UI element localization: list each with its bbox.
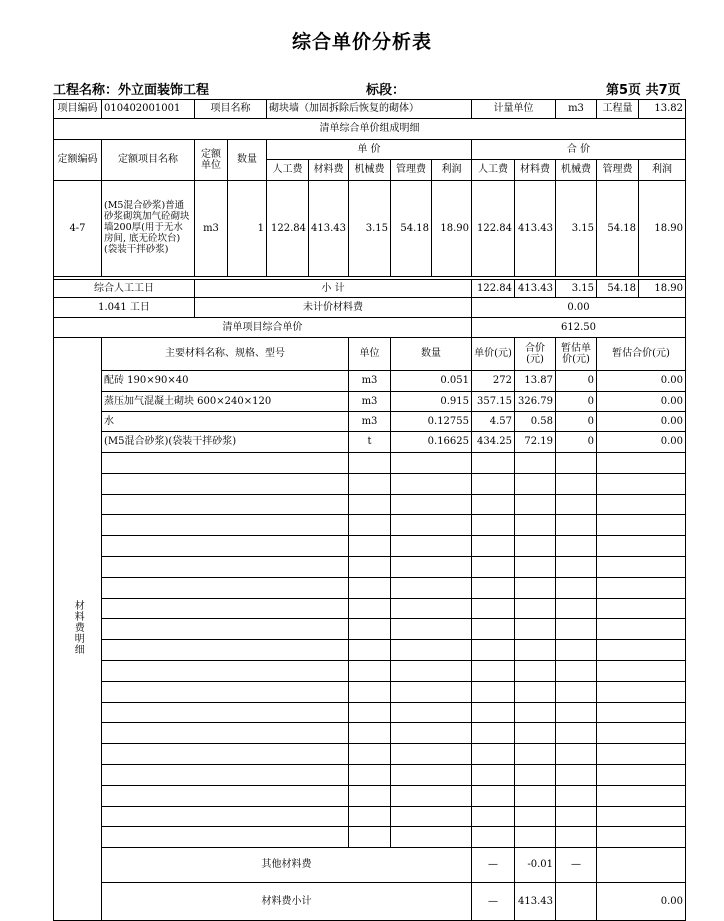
materials-side-label-text: 材料费明细 <box>72 599 84 655</box>
blank-row <box>54 702 686 723</box>
material-qty: 0.12755 <box>391 412 472 432</box>
blank-row <box>54 598 686 619</box>
total-mgmt: 54.18 <box>597 181 639 277</box>
col-quantity: 数量 <box>228 140 267 181</box>
col-quota-code: 定额编码 <box>54 140 102 181</box>
col-mgmt-total: 管理费 <box>597 160 639 181</box>
blank-row <box>54 723 686 744</box>
subtotal-material: 413.43 <box>515 280 556 298</box>
unit-material: 413.43 <box>309 181 349 277</box>
material-price: 357.15 <box>472 392 515 412</box>
material-price: 4.57 <box>472 412 515 432</box>
material-price: 272 <box>472 371 515 392</box>
subtotal-profit: 18.90 <box>639 280 686 298</box>
workday-row <box>54 298 686 318</box>
column-header-row-1 <box>54 140 686 160</box>
col-labor: 人工费 <box>267 160 309 181</box>
workday-value: 1.041 工日 <box>54 298 195 318</box>
col-material-total: 材料费 <box>515 160 556 181</box>
material-est-total: 0.00 <box>597 412 686 432</box>
mat-col-name: 主要材料名称、规格、型号 <box>102 338 349 371</box>
material-qty: 0.915 <box>391 392 472 412</box>
col-unit-price-group: 单 价 <box>267 140 472 160</box>
material-total: 72.19 <box>515 432 556 453</box>
item-header-row <box>54 100 686 119</box>
col-quota-unit: 定额单位 <box>195 140 228 181</box>
mat-col-est-price: 暂估单价(元) <box>556 338 597 371</box>
item-qty-label: 工程量 <box>597 100 639 119</box>
item-name: 砌块墙（加固拆除后恢复的砌体） <box>267 100 472 119</box>
section-label: 标段： <box>366 83 406 98</box>
project-name: 工程名称：外立面装饰工程 <box>53 83 210 98</box>
other-materials-est-price: — <box>556 848 597 883</box>
quota-code: 4-7 <box>54 181 102 277</box>
other-materials-total: -0.01 <box>515 848 556 883</box>
blank-row <box>54 785 686 806</box>
blank-row <box>54 640 686 661</box>
blank-row <box>54 536 686 557</box>
quota-name: (M5混合砂浆)普通砂浆砌筑加气砼砌块墙200厚(用于无水房间, 底无砼坎台)(袋装干拌砂浆) <box>102 181 195 277</box>
material-name: (M5混合砂浆)(袋装干拌砂浆) <box>102 432 349 453</box>
labor-days-label: 综合人工工日 <box>54 280 195 298</box>
unit-mgmt: 54.18 <box>391 181 432 277</box>
total-machine: 3.15 <box>556 181 597 277</box>
material-total: 13.87 <box>515 371 556 392</box>
material-price: 434.25 <box>472 432 515 453</box>
blank-row <box>54 806 686 827</box>
col-profit-total: 利润 <box>639 160 686 181</box>
material-subtotal-price: — <box>472 883 515 921</box>
blank-row <box>54 619 686 640</box>
material-name: 配砖 190×90×40 <box>102 371 349 392</box>
item-code-label: 项目编码 <box>54 100 102 119</box>
quota-unit: m3 <box>195 181 228 277</box>
col-profit: 利润 <box>432 160 472 181</box>
subtotal-label: 小 计 <box>195 280 472 298</box>
labor-row <box>54 280 686 298</box>
material-est-price: 0 <box>556 412 597 432</box>
blank-row <box>54 827 686 848</box>
material-row <box>54 432 686 453</box>
material-name: 水 <box>102 412 349 432</box>
mat-col-price: 单价(元) <box>472 338 515 371</box>
blank-row <box>54 515 686 536</box>
material-est-total: 0.00 <box>597 371 686 392</box>
item-code: 010402001001 <box>102 100 195 119</box>
subtotal-machine: 3.15 <box>556 280 597 298</box>
material-unit: m3 <box>349 412 391 432</box>
material-unit: m3 <box>349 371 391 392</box>
col-total-group: 合 价 <box>472 140 686 160</box>
mat-col-unit: 单位 <box>349 338 391 371</box>
subtotal-labor: 122.84 <box>472 280 515 298</box>
item-name-label: 项目名称 <box>195 100 267 119</box>
material-est-price: 0 <box>556 432 597 453</box>
material-row <box>54 412 686 432</box>
unit-profit: 18.90 <box>432 181 472 277</box>
blank-row <box>54 681 686 702</box>
materials-header-row <box>54 338 686 371</box>
material-total: 0.58 <box>515 412 556 432</box>
col-labor-total: 人工费 <box>472 160 515 181</box>
composite-price-label: 清单项目综合单价 <box>54 318 472 338</box>
unit-machine: 3.15 <box>349 181 391 277</box>
page-title: 综合单价分析表 <box>291 31 432 53</box>
unit-price-analysis-table <box>53 99 686 921</box>
mat-col-total: 合价(元) <box>515 338 556 371</box>
material-subtotal-total: 413.43 <box>515 883 556 921</box>
material-est-total: 0.00 <box>597 392 686 412</box>
unpriced-material-label: 未计价材料费 <box>195 298 472 318</box>
material-est-price: 0 <box>556 392 597 412</box>
unit-labor: 122.84 <box>267 181 309 277</box>
other-materials-label: 其他材料费 <box>102 848 472 883</box>
material-subtotal-row <box>54 883 686 921</box>
mat-col-est-total: 暂估合价(元) <box>597 338 686 371</box>
material-est-total: 0.00 <box>597 432 686 453</box>
other-materials-row <box>54 848 686 883</box>
material-row <box>54 392 686 412</box>
unpriced-material-amount: 0.00 <box>472 298 686 318</box>
material-name: 蒸压加气混凝土砌块 600×240×120 <box>102 392 349 412</box>
material-total: 326.79 <box>515 392 556 412</box>
material-qty: 0.051 <box>391 371 472 392</box>
blank-row <box>54 764 686 785</box>
material-qty: 0.16625 <box>391 432 472 453</box>
blank-row <box>54 494 686 515</box>
mat-col-qty: 数量 <box>391 338 472 371</box>
total-labor: 122.84 <box>472 181 515 277</box>
quota-row <box>54 181 686 277</box>
materials-side-label <box>54 338 102 921</box>
material-unit: t <box>349 432 391 453</box>
material-est-price: 0 <box>556 371 597 392</box>
blank-row <box>54 473 686 494</box>
item-unit: m3 <box>556 100 597 119</box>
item-unit-label: 计量单位 <box>472 100 556 119</box>
item-qty: 13.82 <box>639 100 686 119</box>
material-subtotal-est-total: 0.00 <box>597 883 686 921</box>
blank-row <box>54 453 686 474</box>
col-machine: 机械费 <box>349 160 391 181</box>
other-materials-price: — <box>472 848 515 883</box>
blank-row <box>54 660 686 681</box>
total-profit: 18.90 <box>639 181 686 277</box>
col-material: 材料费 <box>309 160 349 181</box>
col-machine-total: 机械费 <box>556 160 597 181</box>
blank-row <box>54 744 686 765</box>
material-subtotal-label: 材料费小计 <box>102 883 472 921</box>
composite-price-amount: 612.50 <box>472 318 686 338</box>
col-quota-name: 定额项目名称 <box>102 140 195 181</box>
composite-price-row <box>54 318 686 338</box>
total-material: 413.43 <box>515 181 556 277</box>
material-row <box>54 371 686 392</box>
blank-row <box>54 577 686 598</box>
page-indicator: 第5页 共7页 <box>606 83 681 98</box>
detail-title: 清单综合单价组成明细 <box>54 119 686 140</box>
col-mgmt: 管理费 <box>391 160 432 181</box>
quota-quantity: 1 <box>228 181 267 277</box>
subtotal-mgmt: 54.18 <box>597 280 639 298</box>
blank-row <box>54 556 686 577</box>
material-unit: m3 <box>349 392 391 412</box>
